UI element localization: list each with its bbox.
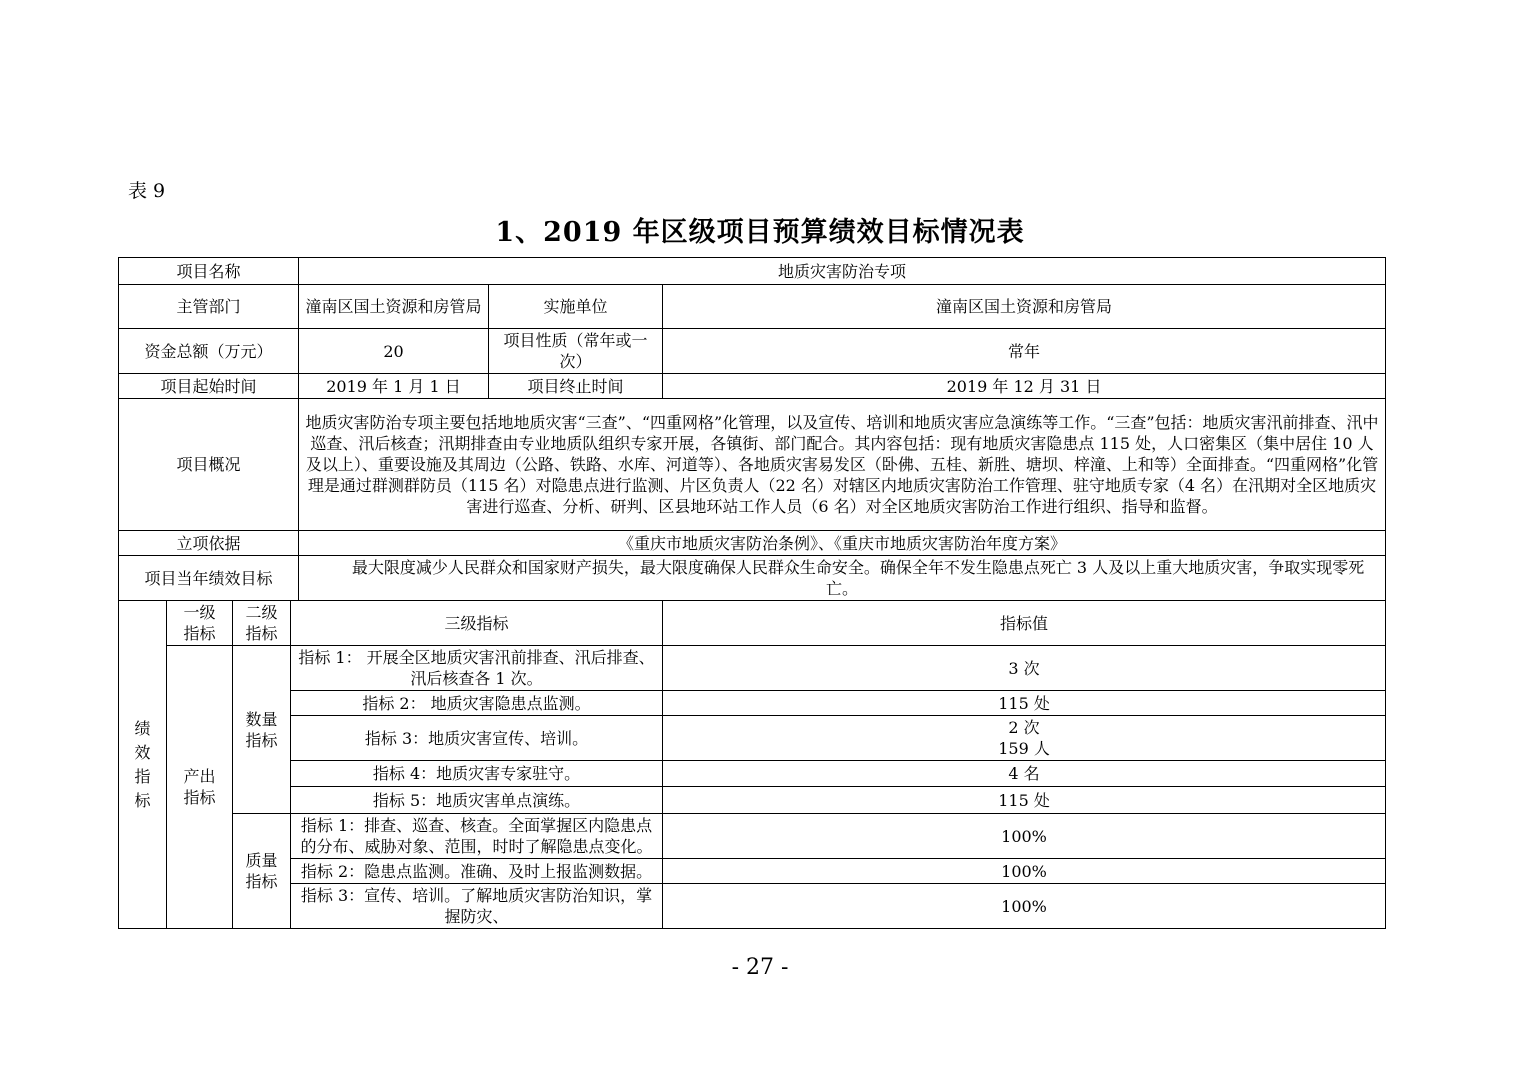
row-overview xyxy=(119,399,1386,531)
quality-indicator-3: 指标 3：宣传、培训。了解地质灾害防治知识，掌握防灾、 xyxy=(291,884,663,929)
quality-indicator-2: 指标 2：隐患点监测。准确、及时上报监测数据。 xyxy=(291,859,663,884)
level3-header: 三级指标 xyxy=(291,601,663,646)
table-row xyxy=(119,859,1386,884)
basis-label: 立项依据 xyxy=(119,531,299,556)
quantity-indicator-3: 指标 3：地质灾害宣传、培训。 xyxy=(291,716,663,761)
end-label: 项目终止时间 xyxy=(489,374,663,399)
overview-text: 地质灾害防治专项主要包括地地质灾害“三查”、“四重网格”化管理，以及宣传、培训和地质灾害应急演练等工作。“三查”包括：地质灾害汛前排查、汛中巡查、汛后核查；汛期排查由专业地质队组织专家开展，各镇街、部门配合。其内容包括：现有地质灾害隐患点 115 处，人口密集区（集中居住 10 人及以上）、重要设施及其周边（公路、铁路、水库、河道等）、各地质灾害易发区（卧佛、五桂、新胜、塘坝、梓潼、上和等）全面排查。“四重网格”化管理是通过群测群防员（115 名）对隐患点进行监测、片区负责人（22 名）对辖区内地质灾害防治工作管理、驻守地质专家（4 名）在汛期对全区地质灾害进行巡查、分析、研判、区县地环站工作人员（6 名）对全区地质灾害防治工作进行组织、指导和监督。 xyxy=(299,399,1386,531)
level1-header: 一级指标 xyxy=(167,601,233,646)
quantity-indicator-5: 指标 5：地质灾害单点演练。 xyxy=(291,787,663,814)
row-time xyxy=(119,374,1386,399)
nature-label: 项目性质（常年或一次） xyxy=(489,329,663,374)
quantity-value-4: 4 名 xyxy=(663,761,1386,787)
start-label: 项目起始时间 xyxy=(119,374,299,399)
quality-value-3: 100% xyxy=(663,884,1386,929)
project-name-value: 地质灾害防治专项 xyxy=(299,258,1386,285)
output-indicator-label: 产出指标 xyxy=(167,646,233,929)
quality-value-1: 100% xyxy=(663,814,1386,859)
page-number: - 27 - xyxy=(731,955,789,980)
row-fund xyxy=(119,329,1386,374)
fund-label: 资金总额（万元） xyxy=(119,329,299,374)
dept-label: 主管部门 xyxy=(119,285,299,329)
table-number: 表 9 xyxy=(128,180,166,202)
goal-label: 项目当年绩效目标 xyxy=(119,556,299,601)
quantity-indicator-2: 指标 2： 地质灾害隐患点监测。 xyxy=(291,691,663,716)
quality-indicator-1: 指标 1：排查、巡查、核查。全面掌握区内隐患点的分布、威胁对象、范围，时时了解隐患点变化。 xyxy=(291,814,663,859)
nature-value: 常年 xyxy=(663,329,1386,374)
quality-value-2: 100% xyxy=(663,859,1386,884)
budget-performance-table xyxy=(118,257,1386,929)
end-value: 2019 年 12 月 31 日 xyxy=(663,374,1386,399)
table-row xyxy=(119,716,1386,761)
table-row xyxy=(119,646,1386,691)
fund-value: 20 xyxy=(299,329,489,374)
overview-label: 项目概况 xyxy=(119,399,299,531)
table-row xyxy=(119,761,1386,787)
quantity-value-2: 115 处 xyxy=(663,691,1386,716)
project-name-label: 项目名称 xyxy=(119,258,299,285)
impl-value: 潼南区国土资源和房管局 xyxy=(663,285,1386,329)
table-row xyxy=(119,691,1386,716)
start-value: 2019 年 1 月 1 日 xyxy=(299,374,489,399)
table-row xyxy=(119,884,1386,929)
quality-indicator-label: 质量指标 xyxy=(233,814,291,929)
row-indicator-header xyxy=(119,601,1386,646)
perf-indicator-label: 绩效指标 xyxy=(119,601,167,929)
quantity-indicator-label: 数量指标 xyxy=(233,646,291,814)
quantity-indicator-4: 指标 4：地质灾害专家驻守。 xyxy=(291,761,663,787)
row-project-name xyxy=(119,258,1386,285)
table-row xyxy=(119,787,1386,814)
impl-label: 实施单位 xyxy=(489,285,663,329)
level2-header: 二级指标 xyxy=(233,601,291,646)
basis-value: 《重庆市地质灾害防治条例》、《重庆市地质灾害防治年度方案》 xyxy=(299,531,1386,556)
row-basis xyxy=(119,531,1386,556)
value-header: 指标值 xyxy=(663,601,1386,646)
quantity-value-3: 2 次 159 人 xyxy=(663,716,1386,761)
dept-value: 潼南区国土资源和房管局 xyxy=(299,285,489,329)
goal-value: 最大限度减少人民群众和国家财产损失，最大限度确保人民群众生命安全。确保全年不发生隐患点死亡 3 人及以上重大地质灾害，争取实现零死亡。 xyxy=(299,556,1386,601)
row-department xyxy=(119,285,1386,329)
quantity-value-1: 3 次 xyxy=(663,646,1386,691)
table-row xyxy=(119,814,1386,859)
row-goal xyxy=(119,556,1386,601)
quantity-indicator-1: 指标 1： 开展全区地质灾害汛前排查、汛后排查、汛后核查各 1 次。 xyxy=(291,646,663,691)
quantity-value-5: 115 处 xyxy=(663,787,1386,814)
page-title: 1、2019 年区级项目预算绩效目标情况表 xyxy=(495,217,1025,248)
